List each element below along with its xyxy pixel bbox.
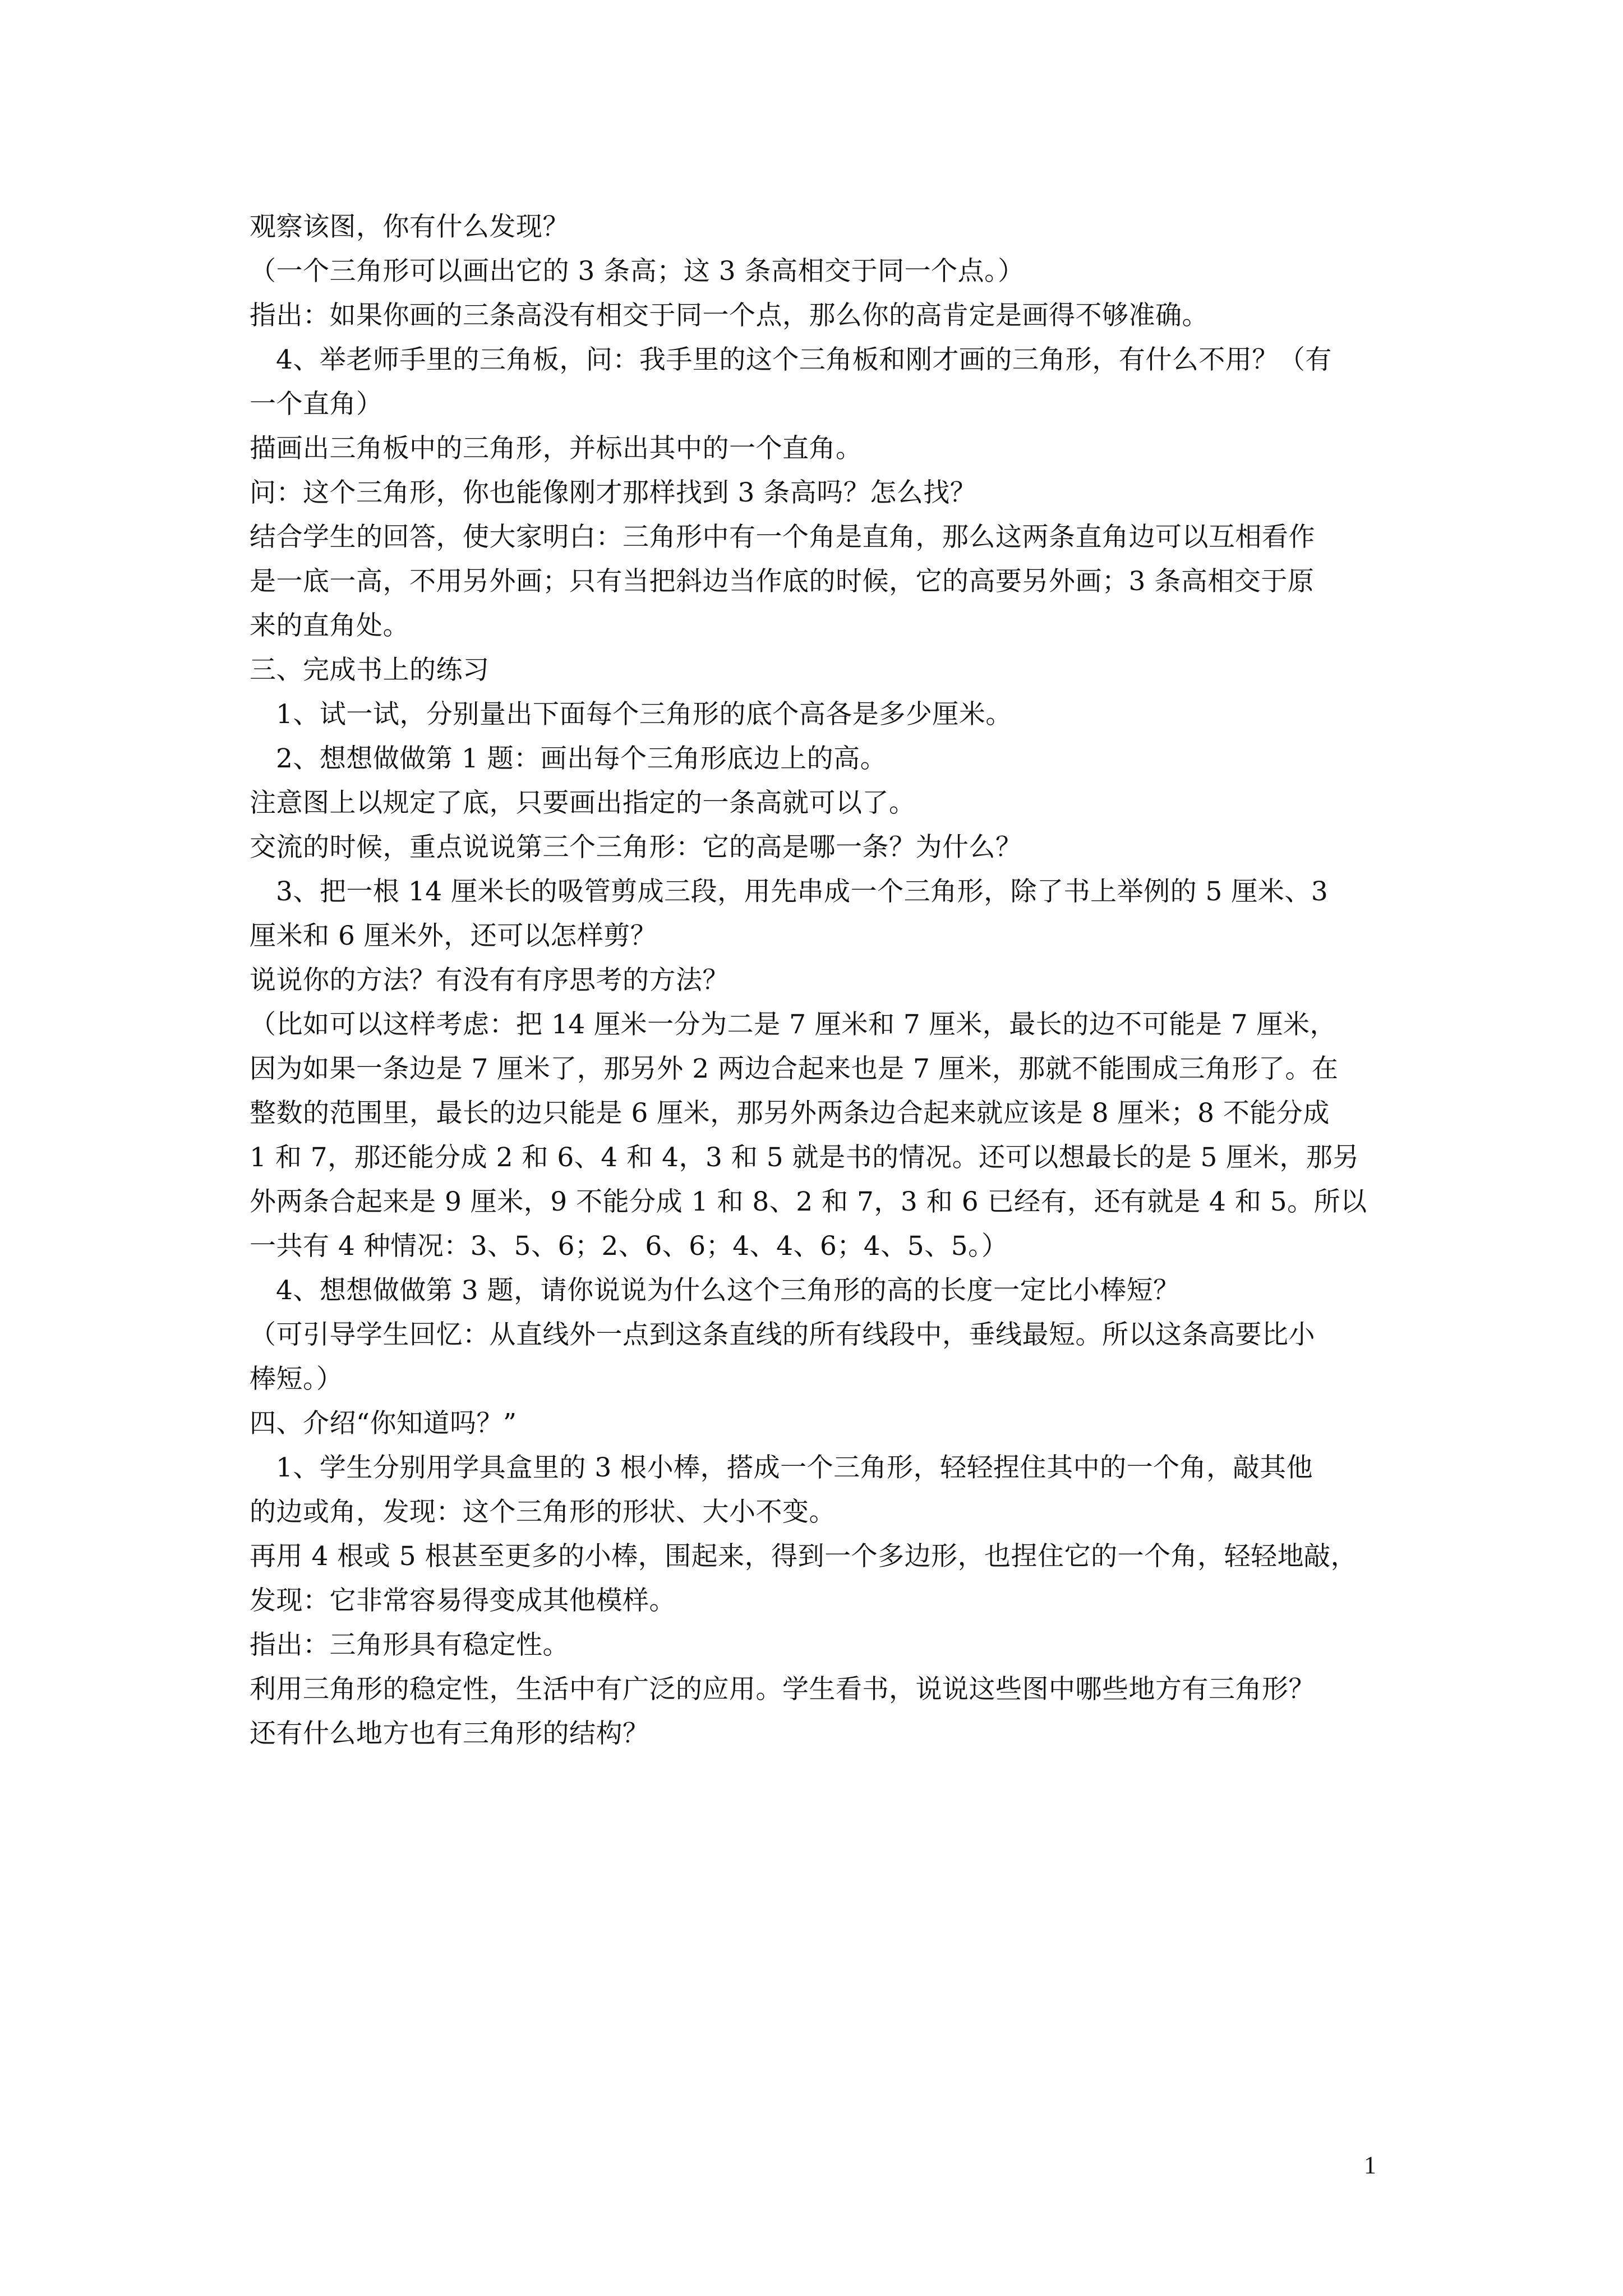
text-line: 注意图上以规定了底，只要画出指定的一条高就可以了。 [250, 788, 916, 818]
text-line: 说说你的方法？有没有有序思考的方法？ [250, 965, 729, 996]
text-line: 1、试一试，分别量出下面每个三角形的底个高各是多少厘米。 [276, 699, 1012, 730]
text-line: （可引导学生回忆：从直线外一点到这条直线的所有线段中，垂线最短。所以这条高要比小 [250, 1319, 1315, 1350]
text-line: 利用三角形的稳定性，生活中有广泛的应用。学生看书，说说这些图中哪些地方有三角形？ [250, 1674, 1315, 1705]
text-line: 1、学生分别用学具盒里的 3 根小棒，搭成一个三角形，轻轻捏住其中的一个角，敲其他 [276, 1452, 1313, 1483]
text-line: 的边或角，发现：这个三角形的形状、大小不变。 [250, 1497, 836, 1527]
text-line: 描画出三角板中的三角形，并标出其中的一个直角。 [250, 433, 863, 464]
text-line: 四、介绍“你知道吗？” [250, 1408, 517, 1439]
text-line: 4、举老师手里的三角板，问：我手里的这个三角板和刚才画的三角形，有什么不用？（有 [276, 344, 1332, 375]
text-line: 结合学生的回答，使大家明白：三角形中有一个角是直角，那么这两条直角边可以互相看作 [250, 522, 1315, 553]
text-line: 棒短。） [250, 1364, 343, 1395]
document-body [250, 205, 1394, 1756]
text-line: 3、把一根 14 厘米长的吸管剪成三段，用先串成一个三角形，除了书上举例的 5 厘米、3 [276, 876, 1329, 907]
text-line: 因为如果一条边是 7 厘米了，那另外 2 两边合起来也是 7 厘米，那就不能围成三角形了。在 [250, 1053, 1339, 1084]
text-line: 来的直角处。 [250, 610, 409, 641]
text-line: 2、想想做做第 1 题：画出每个三角形底边上的高。 [276, 743, 887, 774]
text-line: 问：这个三角形，你也能像刚才那样找到 3 条高吗？怎么找？ [250, 477, 977, 508]
text-line: 指出：三角形具有稳定性。 [250, 1630, 569, 1660]
text-line: 发现：它非常容易得变成其他模样。 [250, 1585, 676, 1616]
text-line: （比如可以这样考虑：把 14 厘米一分为二是 7 厘米和 7 厘米，最长的边不可能是 7 厘米， [250, 1009, 1337, 1040]
text-line: 厘米和 6 厘米外，还可以怎样剪？ [250, 921, 657, 951]
text-line: 是一底一高，不用另外画；只有当把斜边当作底的时候，它的高要另外画；3 条高相交于原 [250, 566, 1315, 597]
text-line: （一个三角形可以画出它的 3 条高；这 3 条高相交于同一个点。） [250, 256, 1025, 287]
text-line: 再用 4 根或 5 根甚至更多的小棒，围起来，得到一个多边形，也捏住它的一个角，轻轻地敲， [250, 1541, 1358, 1572]
text-line: 整数的范围里，最长的边只能是 6 厘米，那另外两条边合起来就应该是 8 厘米；8 不能分成 [250, 1098, 1330, 1129]
page-number: 1 [1364, 2151, 1376, 2179]
text-line: 交流的时候，重点说说第三个三角形：它的高是哪一条？为什么？ [250, 832, 1022, 863]
text-line: 一个直角） [250, 389, 383, 420]
text-line: 4、想想做做第 3 题，请你说说为什么这个三角形的高的长度一定比小棒短？ [276, 1275, 1180, 1306]
text-line: 指出：如果你画的三条高没有相交于同一个点，那么你的高肯定是画得不够准确。 [250, 300, 1209, 331]
text-line: 1 和 7，那还能分成 2 和 6、4 和 4，3 和 5 就是书的情况。还可以想最长的是 5 厘米，那另 [250, 1142, 1359, 1173]
text-line: 还有什么地方也有三角形的结构？ [250, 1718, 649, 1749]
text-line: 观察该图，你有什么发现？ [250, 211, 569, 242]
text-line: 三、完成书上的练习 [250, 655, 490, 685]
text-line: 外两条合起来是 9 厘米，9 不能分成 1 和 8、2 和 7，3 和 6 已经有，还有就是 4 和 5。所以 [250, 1186, 1367, 1217]
text-line: 一共有 4 种情况：3、5、6；2、6、6；4、4、6；4、5、5。） [250, 1231, 1008, 1262]
